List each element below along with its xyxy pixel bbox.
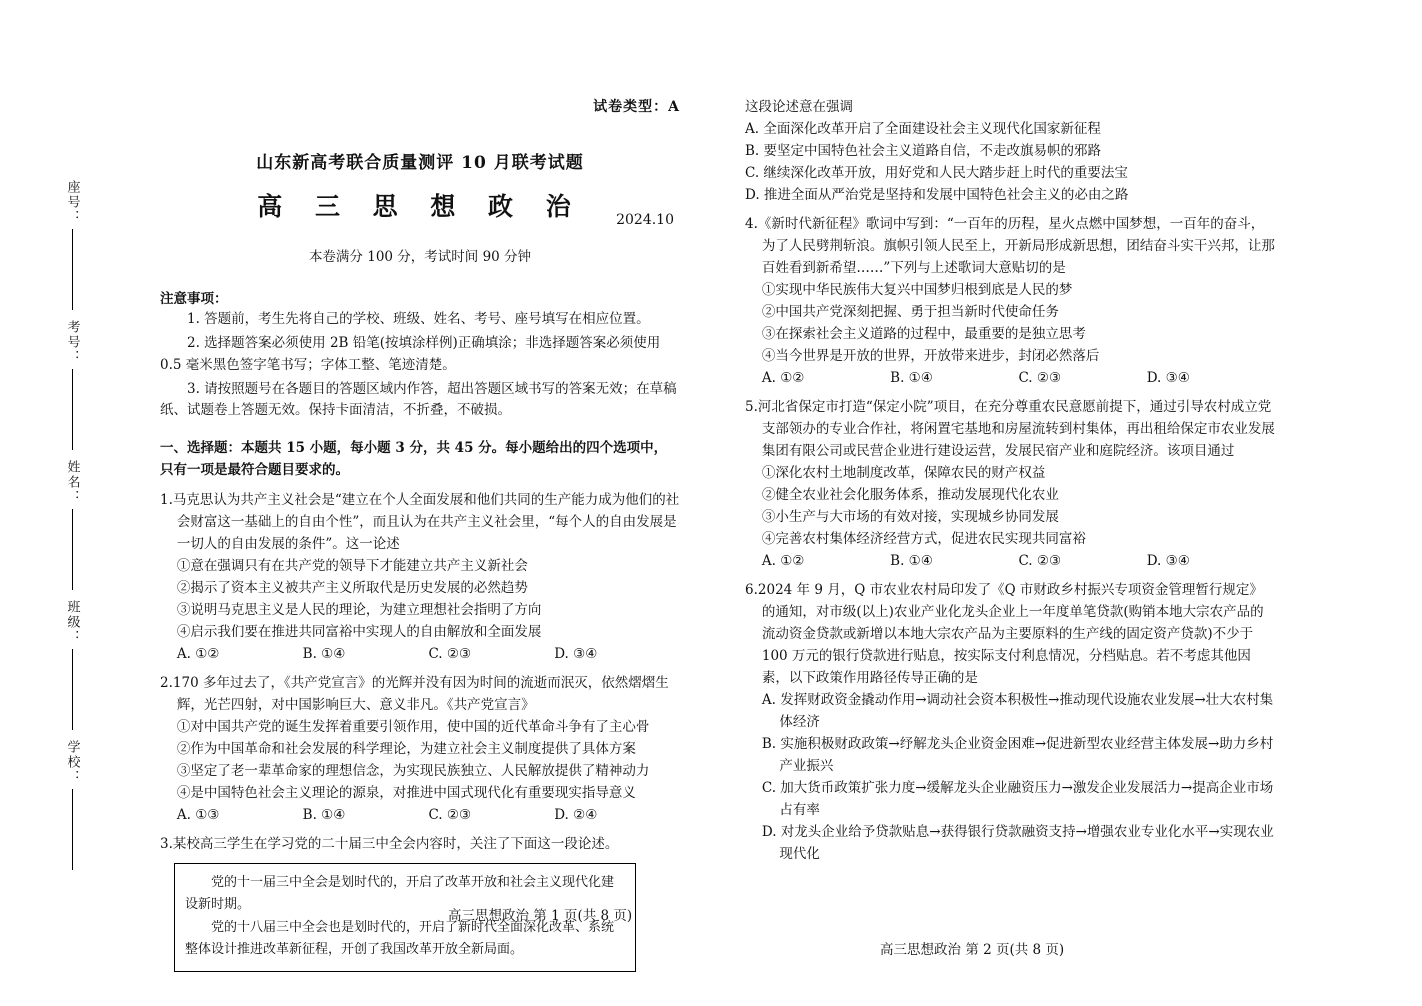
- question-1: [160, 489, 680, 555]
- question-2-sub-4: ④是中国特色社会主义理论的源泉，对推进中国式现代化有重要现实指导意义: [176, 785, 636, 802]
- question-5-option-c[interactable]: C. ②③: [1018, 553, 1062, 569]
- question-5: [745, 396, 1275, 462]
- question-5-num: 5.: [745, 399, 758, 415]
- question-4-stem: 《新时代新征程》歌词中写到：“一百年的历程，星火点燃中国梦想，一百年的奋斗，为了人民劈荆斩浪。旗帜引领人民至上，开新局形成新思想，团结奋斗实干兴邦，让那百姓看到新希望……”下列与上述歌词大意贴切的是: [757, 216, 1275, 276]
- question-2-option-c[interactable]: C. ②③: [428, 807, 472, 824]
- question-3-quote-line-2: 党的十八届三中全会也是划时代的，开启了新时代全面深化改革、系统整体设计推进改革新征程，开创了我国改革开放全新局面。: [185, 919, 615, 958]
- question-2-sub-2: ②作为中国革命和社会发展的科学理论，为建立社会主义制度提供了具体方案: [176, 741, 636, 758]
- seal-divider-3: [72, 649, 73, 730]
- question-4-options: [762, 367, 1275, 389]
- question-4-sub-3: ③在探索社会主义道路的过程中，最重要的是独立思考: [761, 326, 1086, 342]
- seal-divider-1: [72, 369, 73, 450]
- exam-date: 2024.10: [616, 212, 674, 228]
- question-1-num: 1.: [160, 492, 173, 509]
- question-6-num: 6.: [745, 582, 758, 598]
- question-5-option-a[interactable]: A. ①②: [761, 553, 805, 569]
- question-4-sub-2: ②中国共产党深刻把握、勇于担当新时代使命任务: [761, 304, 1059, 320]
- question-1-option-b[interactable]: B. ①④: [302, 646, 346, 663]
- question-1-sub-1: ①意在强调只有在共产党的领导下才能建立共产主义新社会: [176, 558, 528, 575]
- seal-divider-2: [72, 509, 73, 590]
- seal-divider-0: [72, 229, 73, 310]
- question-2-stem: 170 多年过去了，《共产党宣言》的光辉并没有因为时间的流逝而泯灭，依然熠熠生辉，光芒四射，对中国影响巨大、意义非凡。《共产党宣言》: [172, 675, 669, 714]
- section-1-heading: 一、选择题：本题共 15 小题，每小题 3 分，共 45 分。每小题给出的四个选项中，只有一项是最符合题目要求的。: [160, 440, 668, 479]
- left-column: [160, 96, 680, 972]
- seal-item-4: 学校：: [64, 740, 80, 785]
- question-2-options: [177, 804, 680, 826]
- question-6: [745, 579, 1275, 689]
- lead-option-b[interactable]: B. 要坚定中国特色社会主义道路自信，不走改旗易帜的邪路: [745, 143, 1102, 159]
- lead-option-d[interactable]: D. 推进全面从严治党是坚持和发展中国特色社会主义的必由之路: [745, 187, 1129, 203]
- notice-line-2: 2. 选择题答案必须使用 2B 铅笔(按填涂样例)正确填涂；非选择题答案必须使用 0.5 毫米黑色签字笔书写；字体工整、笔迹清楚。: [160, 334, 661, 373]
- lead-option-a[interactable]: A. 全面深化改革开启了全面建设社会主义现代化国家新征程: [745, 121, 1101, 137]
- seal-item-1: 考号：: [64, 320, 80, 365]
- question-2-sub-3: ③坚定了老一辈革命家的理想信念，为实现民族独立、人民解放提供了精神动力: [176, 763, 650, 780]
- question-2: [160, 672, 680, 716]
- seal-divider-4: [72, 789, 73, 870]
- seal-item-2: 姓名：: [64, 460, 80, 505]
- exam-score-time: 本卷满分 100 分，考试时间 90 分钟: [308, 249, 532, 265]
- question-4-sub-1: ①实现中华民族伟大复兴中国梦归根到底是人民的梦: [761, 282, 1073, 298]
- question-5-sub-3: ③小生产与大市场的有效对接，实现城乡协同发展: [761, 509, 1059, 525]
- seal-item-0: 座号：: [64, 180, 80, 225]
- question-1-options: [177, 643, 680, 665]
- question-3-quote-line-1: 党的十一届三中全会是划时代的，开启了改革开放和社会主义现代化建设新时期。: [185, 875, 615, 913]
- question-6-option-c[interactable]: C. 加大货币政策扩张力度→缓解龙头企业融资压力→激发企业发展活力→提高企业市场占有率: [761, 780, 1274, 818]
- notice-heading: 注意事项：: [160, 291, 228, 307]
- question-5-option-d[interactable]: D. ③④: [1146, 553, 1190, 569]
- seal-item-3: 班级：: [64, 600, 80, 645]
- question-1-sub-3: ③说明马克思主义是人民的理论，为建立理想社会指明了方向: [176, 602, 542, 619]
- question-4-sub-4: ④当今世界是开放的世界，开放带来进步，封闭必然落后: [761, 348, 1100, 364]
- question-2-option-a[interactable]: A. ①③: [176, 807, 220, 824]
- question-5-sub-1: ①深化农村土地制度改革，保障农民的财产权益: [761, 465, 1046, 481]
- exam-subject-title: 高 三 思 想 政 治: [257, 192, 583, 221]
- notice-line-3: 3. 请按照题号在各题目的答题区域内作答，超出答题区域书写的答案无效；在草稿纸、试题卷上答题无效。保持卡面清洁，不折叠，不破损。: [160, 380, 677, 419]
- question-1-sub-2: ②揭示了资本主义被共产主义所取代是历史发展的必然趋势: [176, 580, 528, 597]
- question-4: [745, 213, 1275, 279]
- question-1-sub-4: ④启示我们要在推进共同富裕中实现人的自由解放和全面发展: [176, 624, 542, 641]
- right-column: [745, 96, 1275, 865]
- paper-type: 试卷类型：A: [593, 99, 680, 115]
- question-2-option-d[interactable]: D. ②④: [554, 807, 598, 824]
- footer-right: 高三思想政治 第 2 页(共 8 页): [880, 942, 1065, 958]
- question-1-option-a[interactable]: A. ①②: [176, 646, 220, 663]
- exam-org-title: 山东新高考联合质量测评 10 月联考试题: [256, 153, 584, 173]
- question-4-option-d[interactable]: D. ③④: [1146, 370, 1190, 386]
- question-2-sub-1: ①对中国共产党的诞生发挥着重要引领作用，使中国的近代革命斗争有了主心骨: [176, 719, 650, 736]
- lead-text: 这段论述意在强调: [745, 99, 853, 115]
- question-6-option-b[interactable]: B. 实施积极财政政策→纾解龙头企业资金困难→促进新型农业经营主体发展→助力乡村产业振兴: [761, 736, 1274, 774]
- question-5-sub-2: ②健全农业社会化服务体系，推动发展现代化农业: [761, 487, 1059, 503]
- footer-left: 高三思想政治 第 1 页(共 8 页): [448, 908, 633, 925]
- question-5-option-b[interactable]: B. ①④: [890, 553, 933, 569]
- question-6-option-d[interactable]: D. 对龙头企业给予贷款贴息→获得银行贷款融资支持→增强农业专业化水平→实现农业现代化: [761, 824, 1274, 862]
- question-4-option-a[interactable]: A. ①②: [761, 370, 805, 386]
- question-1-option-c[interactable]: C. ②③: [428, 646, 472, 663]
- question-6-stem: 2024 年 9 月，Q 市农业农村局印发了《Q 市财政乡村振兴专项资金管理暂行规定》的通知，对市级(以上)农业产业化龙头企业上一年度单笔贷款(购销本地大宗农产品的流动资金贷款或新增以本地大宗农产品为主要原料的生产线的固定资产贷款)不少于 100 万元的银行贷款进行贴息，按实际支付利息情况，分档贴息。若不考虑其他因素，以下政策作用路径传导正确的是: [757, 582, 1264, 686]
- question-5-options: [762, 550, 1275, 572]
- question-3-stem: 某校高三学生在学习党的二十届三中全会内容时，关注了下面这一段论述。: [172, 836, 619, 853]
- question-1-option-d[interactable]: D. ③④: [554, 646, 598, 663]
- lead-option-c[interactable]: C. 继续深化改革开放，用好党和人民大踏步赶上时代的重要法宝: [745, 165, 1128, 181]
- question-4-option-c[interactable]: C. ②③: [1018, 370, 1062, 386]
- question-6-option-a[interactable]: A. 发挥财政资金撬动作用→调动社会资本积极性→推动现代设施农业发展→壮大农村集体经济: [761, 692, 1274, 730]
- question-3-num: 3.: [160, 836, 173, 853]
- question-5-stem: 河北省保定市打造“保定小院”项目，在充分尊重农民意愿前提下，通过引导农村成立党支部领办的专业合作社，将闲置宅基地和房屋流转到村集体，再出租给保定市农业发展集团有限公司或民营企业进行建设运营，发展民宿产业和庭院经济。该项目通过: [757, 399, 1275, 459]
- question-4-option-b[interactable]: B. ①④: [890, 370, 933, 386]
- question-3: [160, 833, 680, 855]
- notice-line-1: 1. 答题前，考生先将自己的学校、班级、姓名、考号、座号填写在相应位置。: [187, 311, 650, 327]
- question-5-sub-4: ④完善农村集体经济经营方式，促进农民实现共同富裕: [761, 531, 1086, 547]
- question-4-num: 4.: [745, 216, 758, 232]
- question-1-stem: 马克思认为共产主义社会是“建立在个人全面发展和他们共同的生产能力成为他们的社会财富这一基础上的自由个性”，而且认为在共产主义社会里，“每个人的自由发展是一切人的自由发展的条件”。这一论述: [172, 492, 680, 553]
- seal-strip: [52, 180, 92, 880]
- question-2-num: 2.: [160, 675, 173, 692]
- question-2-option-b[interactable]: B. ①④: [302, 807, 346, 824]
